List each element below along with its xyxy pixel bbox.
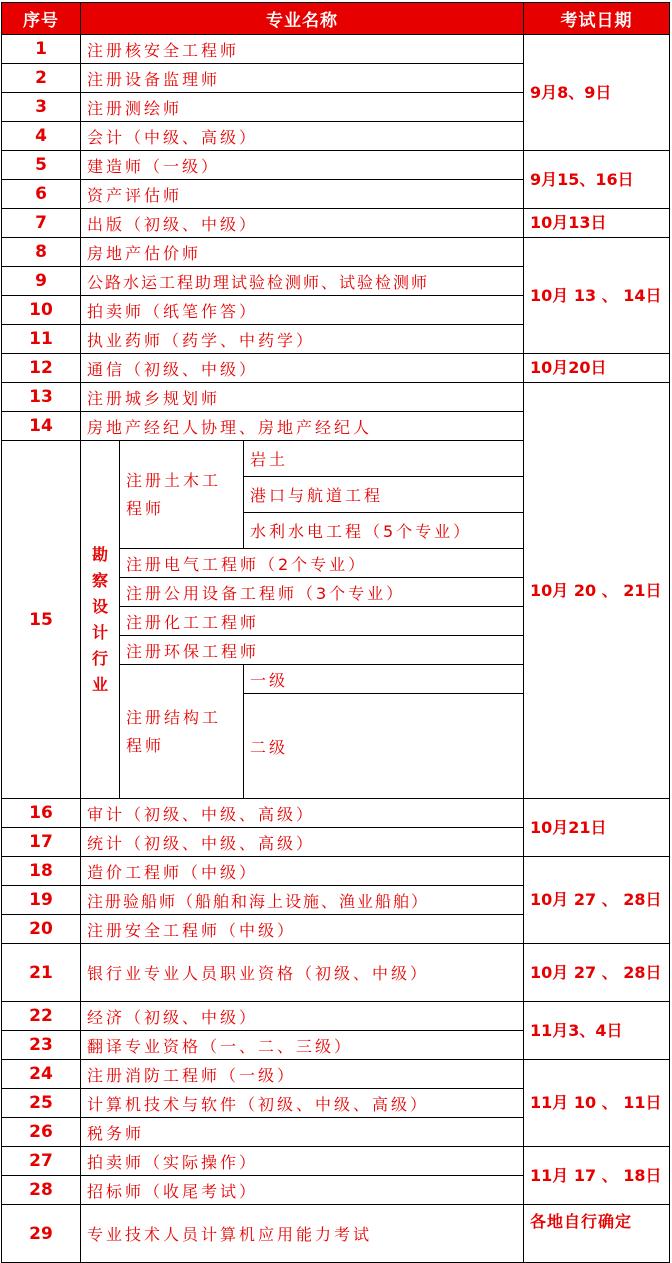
row-name: 房地产经纪人协理、房地产经纪人 — [81, 412, 524, 441]
row-date: 9月8、9日 — [524, 35, 670, 151]
row-name: 注册验船师（船舶和海上设施、渔业船舶） — [81, 886, 524, 915]
row-name: 通信（初级、中级） — [81, 354, 524, 383]
row-number: 23 — [2, 1031, 81, 1060]
survey-structural-level: 二级 — [244, 694, 524, 799]
row-name: 翻译专业资格（一、二、三级） — [81, 1031, 524, 1060]
row-date: 11月3、4日 — [524, 1002, 670, 1060]
survey-structural-level: 一级 — [244, 665, 524, 694]
header-row — [2, 3, 670, 35]
row-name: 出版（初级、中级） — [81, 209, 524, 238]
table-row — [2, 1205, 670, 1263]
row-number: 14 — [2, 412, 81, 441]
survey-civil: 注册土木工程师 — [120, 441, 244, 549]
row-number: 19 — [2, 886, 81, 915]
row-name: 造价工程师（中级） — [81, 857, 524, 886]
row-number: 12 — [2, 354, 81, 383]
row-date: 9月15、16日 — [524, 151, 670, 209]
row-date: 10月21日 — [524, 799, 670, 857]
row-name: 银行业专业人员职业资格（初级、中级） — [81, 944, 524, 1002]
row-name: 统计（初级、中级、高级） — [81, 828, 524, 857]
row-name: 招标师（收尾考试） — [81, 1176, 524, 1205]
row-name: 执业药师（药学、中药学） — [81, 325, 524, 354]
table-row — [2, 383, 670, 412]
row-number: 8 — [2, 238, 81, 267]
row-name: 会计（中级、高级） — [81, 122, 524, 151]
row-number: 5 — [2, 151, 81, 180]
row-number: 20 — [2, 915, 81, 944]
row-name: 专业技术人员计算机应用能力考试 — [81, 1205, 524, 1263]
row-name: 注册测绘师 — [81, 93, 524, 122]
row-number: 4 — [2, 122, 81, 151]
row-date: 10月 20 、 21日 — [524, 383, 670, 799]
survey-utility: 注册公用设备工程师（3个专业） — [120, 578, 524, 607]
row-name: 拍卖师（纸笔作答） — [81, 296, 524, 325]
row-name: 公路水运工程助理试验检测师、试验检测师 — [81, 267, 524, 296]
row-name: 注册消防工程师（一级） — [81, 1060, 524, 1089]
row-number: 3 — [2, 93, 81, 122]
survey-structural: 注册结构工程师 — [120, 665, 244, 799]
row-name: 计算机技术与软件（初级、中级、高级） — [81, 1089, 524, 1118]
survey-civil-sub: 港口与航道工程 — [244, 477, 524, 513]
row-name: 拍卖师（实际操作） — [81, 1147, 524, 1176]
table-row — [2, 1002, 670, 1031]
table-row — [2, 209, 670, 238]
header-date: 考试日期 — [524, 3, 670, 35]
row-number: 10 — [2, 296, 81, 325]
row-name: 注册城乡规划师 — [81, 383, 524, 412]
row-number: 27 — [2, 1147, 81, 1176]
row-number: 26 — [2, 1118, 81, 1147]
row-name: 注册核安全工程师 — [81, 35, 524, 64]
row-number: 29 — [2, 1205, 81, 1263]
row-name: 审计（初级、中级、高级） — [81, 799, 524, 828]
row-number: 25 — [2, 1089, 81, 1118]
row-name: 资产评估师 — [81, 180, 524, 209]
row-date: 10月13日 — [524, 209, 670, 238]
survey-civil-sub: 水利水电工程（5个专业） — [244, 513, 524, 549]
table-row — [2, 238, 670, 267]
survey-electrical: 注册电气工程师（2个专业） — [120, 549, 524, 578]
row-name: 经济（初级、中级） — [81, 1002, 524, 1031]
header-no: 序号 — [2, 3, 81, 35]
table-row — [2, 151, 670, 180]
row-number: 9 — [2, 267, 81, 296]
row-name: 房地产估价师 — [81, 238, 524, 267]
row-name: 注册设备监理师 — [81, 64, 524, 93]
row-number: 6 — [2, 180, 81, 209]
survey-chemical: 注册化工工程师 — [120, 607, 524, 636]
row-name: 注册安全工程师（中级） — [81, 915, 524, 944]
row-number: 2 — [2, 64, 81, 93]
table-row — [2, 799, 670, 828]
survey-category — [81, 441, 120, 799]
header-name: 专业名称 — [81, 3, 524, 35]
row-number: 17 — [2, 828, 81, 857]
row-date: 10月 27 、 28日 — [524, 944, 670, 1002]
row-number: 22 — [2, 1002, 81, 1031]
row-number: 21 — [2, 944, 81, 1002]
row-date: 10月20日 — [524, 354, 670, 383]
row-number: 1 — [2, 35, 81, 64]
survey-category-text: 勘察设计行业 — [91, 544, 108, 694]
row-name: 建造师（一级） — [81, 151, 524, 180]
table-row — [2, 354, 670, 383]
row-date: 11月 17 、 18日 — [524, 1147, 670, 1205]
row-date: 各地自行确定 — [524, 1205, 670, 1263]
row-number: 15 — [2, 441, 81, 799]
row-name: 税务师 — [81, 1118, 524, 1147]
row-number: 7 — [2, 209, 81, 238]
row-date: 11月 10 、 11日 — [524, 1060, 670, 1147]
row-date: 10月 27 、 28日 — [524, 857, 670, 944]
row-number: 24 — [2, 1060, 81, 1089]
survey-civil-sub: 岩土 — [244, 441, 524, 477]
table-row — [2, 1060, 670, 1089]
row-number: 11 — [2, 325, 81, 354]
row-number: 18 — [2, 857, 81, 886]
row-number: 28 — [2, 1176, 81, 1205]
row-date: 10月 13 、 14日 — [524, 238, 670, 354]
table-row — [2, 1147, 670, 1176]
row-number: 16 — [2, 799, 81, 828]
survey-environmental: 注册环保工程师 — [120, 636, 524, 665]
table-row — [2, 944, 670, 1002]
row-number: 13 — [2, 383, 81, 412]
table-row — [2, 857, 670, 886]
exam-schedule-table — [1, 2, 670, 1263]
table-row — [2, 35, 670, 64]
